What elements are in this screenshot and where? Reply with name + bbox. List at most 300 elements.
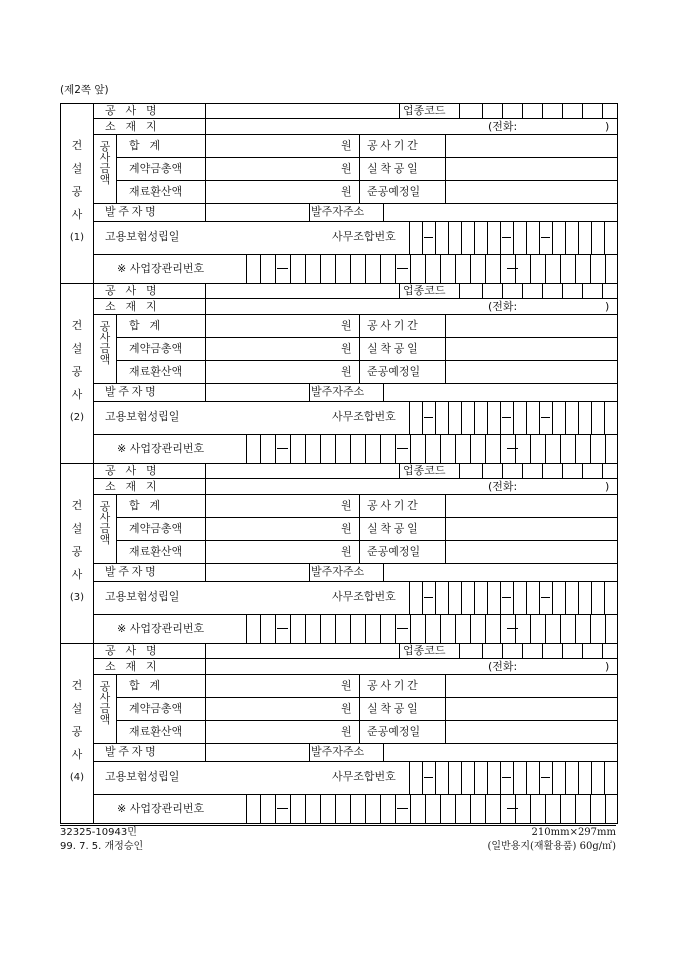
business-box-divider <box>470 794 471 824</box>
union-box-divider <box>435 581 436 614</box>
business-box-divider <box>246 794 247 824</box>
column-divider <box>205 674 206 743</box>
dash-mark <box>277 628 288 629</box>
contract-total-label: 계약금총액 <box>129 162 183 175</box>
amount-group-char: 공 <box>99 680 111 693</box>
orderer-address-label: 발주자주소 <box>311 565 365 578</box>
date-field[interactable] <box>449 523 609 535</box>
period-label: 공사기간 <box>367 319 421 332</box>
amount-field[interactable] <box>207 163 335 175</box>
orderer-address-label: 발주자주소 <box>311 385 365 398</box>
column-divider <box>116 314 117 383</box>
dash-mark <box>507 628 518 629</box>
material-amount-label: 재료환산액 <box>129 725 183 738</box>
construction-site-form <box>60 103 618 824</box>
date-field[interactable] <box>449 500 609 512</box>
industry-code-box[interactable] <box>541 645 559 657</box>
total-label: 합계 <box>129 319 171 332</box>
business-box-divider <box>335 254 336 284</box>
business-box-divider <box>500 614 501 644</box>
dash-mark <box>424 597 433 598</box>
orderer-name-field[interactable] <box>207 386 307 398</box>
column-divider <box>459 644 460 658</box>
location-label: 소재지 <box>105 480 167 493</box>
industry-code-box[interactable] <box>521 465 539 477</box>
business-box-divider <box>275 794 276 824</box>
orderer-name-field[interactable] <box>207 206 307 218</box>
business-box-divider <box>260 254 261 284</box>
dash-mark <box>541 237 550 238</box>
business-box-divider <box>605 614 606 644</box>
insurance-date-field[interactable] <box>207 591 327 603</box>
business-box-divider <box>470 614 471 644</box>
business-box-divider <box>545 794 546 824</box>
column-divider <box>459 104 460 118</box>
date-field[interactable] <box>449 366 609 378</box>
industry-code-box[interactable] <box>541 465 559 477</box>
business-box-divider <box>455 434 456 464</box>
column-divider <box>205 203 206 221</box>
code-box-divider <box>602 464 603 478</box>
industry-code-box[interactable] <box>461 465 479 477</box>
business-box-divider <box>305 434 306 464</box>
business-box-divider <box>485 254 486 284</box>
orderer-address-field[interactable] <box>385 746 613 758</box>
union-box-divider <box>409 221 410 254</box>
project-name-field[interactable] <box>207 465 397 477</box>
page-label: (제2쪽 앞) <box>60 84 109 96</box>
site-number: (1) <box>69 232 85 243</box>
union-box-divider <box>552 761 553 794</box>
union-box-divider <box>448 761 449 794</box>
industry-code-box[interactable] <box>581 285 599 297</box>
union-box-divider <box>578 581 579 614</box>
business-box-divider <box>305 254 306 284</box>
amount-group-char: 사 <box>99 691 111 704</box>
contract-total-label: 계약금총액 <box>129 522 183 535</box>
business-box-divider <box>246 614 247 644</box>
location-field[interactable] <box>207 481 477 493</box>
location-field[interactable] <box>207 121 477 133</box>
business-box-divider <box>425 254 426 284</box>
site-title <box>61 674 93 789</box>
business-box-divider <box>500 434 501 464</box>
union-box-divider <box>539 401 540 434</box>
date-field[interactable] <box>449 546 609 558</box>
site-title-char: 설 <box>71 342 83 355</box>
business-box-divider <box>605 794 606 824</box>
business-box-divider <box>395 254 396 284</box>
union-box-divider <box>578 221 579 254</box>
union-box-divider <box>474 221 475 254</box>
amount-field[interactable] <box>207 140 335 152</box>
dash-mark <box>397 628 408 629</box>
site-title <box>61 134 93 249</box>
dash-mark <box>397 448 408 449</box>
industry-code-label: 업종코드 <box>403 644 446 657</box>
date-field[interactable] <box>449 703 609 715</box>
construction-site-4 <box>61 644 617 824</box>
site-title-char: 건 <box>71 679 83 692</box>
orderer-address-label: 발주자주소 <box>311 745 365 758</box>
dash-mark <box>507 808 518 809</box>
business-box-divider <box>470 434 471 464</box>
column-divider <box>383 743 384 761</box>
amount-field[interactable] <box>207 320 335 332</box>
business-box-divider <box>320 794 321 824</box>
row-divider <box>116 360 617 361</box>
column-divider <box>359 314 360 383</box>
industry-code-box[interactable] <box>521 645 539 657</box>
union-box-divider <box>565 221 566 254</box>
industry-code-box[interactable] <box>501 285 519 297</box>
column-divider <box>383 203 384 221</box>
site-title-char: 건 <box>71 319 83 332</box>
period-label: 공사기간 <box>367 499 421 512</box>
industry-code-box[interactable] <box>481 645 499 657</box>
column-divider <box>116 494 117 563</box>
project-name-label: 공사명 <box>105 464 167 477</box>
industry-code-box[interactable] <box>461 105 479 117</box>
row-divider <box>93 674 617 675</box>
insurance-date-field[interactable] <box>207 411 327 423</box>
union-box-divider <box>526 761 527 794</box>
union-box-divider <box>604 221 605 254</box>
dash-mark <box>507 268 518 269</box>
industry-code-box[interactable] <box>581 105 599 117</box>
business-box-divider <box>260 614 261 644</box>
union-box-divider <box>552 581 553 614</box>
industry-code-box[interactable] <box>581 465 599 477</box>
union-box-divider <box>591 761 592 794</box>
date-field[interactable] <box>449 343 609 355</box>
business-box-divider <box>560 254 561 284</box>
business-box-divider <box>320 614 321 644</box>
column-divider <box>205 104 206 134</box>
business-box-divider <box>410 794 411 824</box>
completion-date-label: 준공예정일 <box>367 185 421 198</box>
site-title-char: 사 <box>71 748 83 761</box>
dash-mark <box>277 448 288 449</box>
column-divider <box>309 203 310 221</box>
business-box-divider <box>590 614 591 644</box>
column-divider <box>399 104 400 118</box>
column-divider <box>309 563 310 581</box>
business-box-divider <box>425 794 426 824</box>
business-box-divider <box>275 614 276 644</box>
amount-group-char: 공 <box>99 320 111 333</box>
union-box-divider <box>487 761 488 794</box>
amount-field[interactable] <box>207 523 335 535</box>
won-unit: 원 <box>341 162 352 175</box>
dash-mark <box>424 237 433 238</box>
union-box-divider <box>591 581 592 614</box>
business-box-divider <box>380 434 381 464</box>
union-box-divider <box>500 581 501 614</box>
business-box-divider <box>365 434 366 464</box>
union-number-label: 사무조합번호 <box>332 410 396 423</box>
business-box-divider <box>320 254 321 284</box>
union-box-divider <box>409 581 410 614</box>
amount-group-char: 사 <box>99 331 111 344</box>
industry-code-box[interactable] <box>541 105 559 117</box>
column-divider <box>359 134 360 203</box>
business-box-divider <box>365 794 366 824</box>
amount-group-char: 공 <box>99 140 111 153</box>
business-box-divider <box>590 254 591 284</box>
start-date-label: 실착공일 <box>367 342 421 355</box>
orderer-name-field[interactable] <box>207 746 307 758</box>
union-box-divider <box>422 221 423 254</box>
row-divider <box>93 794 617 795</box>
project-name-field[interactable] <box>207 105 397 117</box>
location-label: 소재지 <box>105 120 167 133</box>
completion-date-label: 준공예정일 <box>367 725 421 738</box>
orderer-address-field[interactable] <box>385 386 613 398</box>
phone-field[interactable] <box>531 301 605 313</box>
insurance-date-field[interactable] <box>207 231 327 243</box>
business-box-divider <box>470 254 471 284</box>
column-divider <box>383 563 384 581</box>
orderer-address-field[interactable] <box>385 206 613 218</box>
row-divider <box>93 314 617 315</box>
union-box-divider <box>552 221 553 254</box>
union-box-divider <box>422 761 423 794</box>
phone-close: ) <box>605 660 610 673</box>
business-box-divider <box>395 794 396 824</box>
orderer-name-label: 발주자명 <box>105 205 159 218</box>
union-box-divider <box>591 401 592 434</box>
amount-group-char: 액 <box>99 533 111 546</box>
union-box-divider <box>500 761 501 794</box>
paper-size: 210mm×297mm <box>531 827 616 838</box>
location-field[interactable] <box>207 661 477 673</box>
union-box-divider <box>435 221 436 254</box>
industry-code-box[interactable] <box>561 285 579 297</box>
date-field[interactable] <box>449 680 609 692</box>
business-box-divider <box>590 434 591 464</box>
period-label: 공사기간 <box>367 679 421 692</box>
business-box-divider <box>560 614 561 644</box>
union-box-divider <box>539 221 540 254</box>
amount-group-char: 액 <box>99 173 111 186</box>
period-label: 공사기간 <box>367 139 421 152</box>
won-unit: 원 <box>341 319 352 332</box>
location-field[interactable] <box>207 301 477 313</box>
business-box-divider <box>305 614 306 644</box>
column-divider <box>359 674 360 743</box>
union-box-divider <box>526 401 527 434</box>
site-number: (2) <box>69 412 85 423</box>
union-box-divider <box>513 761 514 794</box>
business-box-divider <box>530 614 531 644</box>
footer-right <box>440 826 616 854</box>
insurance-date-field[interactable] <box>207 771 327 783</box>
union-box-divider <box>409 401 410 434</box>
date-field[interactable] <box>449 726 609 738</box>
column-divider <box>205 494 206 563</box>
row-divider <box>116 697 617 698</box>
union-box-divider <box>487 221 488 254</box>
orderer-address-field[interactable] <box>385 566 613 578</box>
dash-mark <box>424 777 433 778</box>
business-box-divider <box>590 794 591 824</box>
amount-group-char: 금 <box>99 342 111 355</box>
row-divider <box>93 658 617 659</box>
industry-code-box[interactable] <box>561 465 579 477</box>
row-divider <box>93 118 617 119</box>
orderer-name-field[interactable] <box>207 566 307 578</box>
union-box-divider <box>474 401 475 434</box>
dash-mark <box>507 448 518 449</box>
title-column-divider <box>93 284 94 464</box>
dash-mark <box>277 808 288 809</box>
business-number-label: ※ 사업장관리번호 <box>117 802 205 815</box>
phone-field[interactable] <box>531 481 605 493</box>
won-unit: 원 <box>341 545 352 558</box>
date-field[interactable] <box>449 320 609 332</box>
site-title-char: 공 <box>71 185 83 198</box>
amount-field[interactable] <box>207 186 335 198</box>
industry-code-box[interactable] <box>501 465 519 477</box>
location-label: 소재지 <box>105 300 167 313</box>
total-label: 합계 <box>129 139 171 152</box>
industry-code-box[interactable] <box>501 645 519 657</box>
union-number-label: 사무조합번호 <box>332 770 396 783</box>
business-box-divider <box>530 254 531 284</box>
project-name-field[interactable] <box>207 285 397 297</box>
union-box-divider <box>526 581 527 614</box>
amount-field[interactable] <box>207 500 335 512</box>
column-divider <box>205 464 206 494</box>
union-number-label: 사무조합번호 <box>332 230 396 243</box>
insurance-date-label: 고용보험성립일 <box>105 590 180 603</box>
union-box-divider <box>474 761 475 794</box>
amount-group-label <box>94 501 116 545</box>
site-title-char: 사 <box>71 568 83 581</box>
union-box-divider <box>526 221 527 254</box>
dash-mark <box>502 777 511 778</box>
amount-group-char: 사 <box>99 511 111 524</box>
business-box-divider <box>410 254 411 284</box>
amount-group-char: 금 <box>99 522 111 535</box>
contract-total-label: 계약금총액 <box>129 342 183 355</box>
date-field[interactable] <box>449 140 609 152</box>
site-title <box>61 314 93 429</box>
date-field[interactable] <box>449 186 609 198</box>
union-box-divider <box>435 761 436 794</box>
industry-code-box[interactable] <box>561 645 579 657</box>
column-divider <box>309 383 310 401</box>
amount-group-char: 금 <box>99 702 111 715</box>
business-box-divider <box>365 614 366 644</box>
industry-code-box[interactable] <box>481 465 499 477</box>
start-date-label: 실착공일 <box>367 522 421 535</box>
business-box-divider <box>440 254 441 284</box>
industry-code-box[interactable] <box>561 105 579 117</box>
industry-code-box[interactable] <box>541 285 559 297</box>
date-field[interactable] <box>449 163 609 175</box>
row-divider <box>116 540 617 541</box>
row-divider <box>93 383 617 384</box>
industry-code-box[interactable] <box>481 105 499 117</box>
start-date-label: 실착공일 <box>367 162 421 175</box>
site-number: (3) <box>69 592 85 603</box>
phone-field[interactable] <box>531 121 605 133</box>
industry-code-label: 업종코드 <box>403 464 446 477</box>
title-column-divider <box>93 464 94 644</box>
site-title-char: 설 <box>71 702 83 715</box>
won-unit: 원 <box>341 702 352 715</box>
industry-code-box[interactable] <box>461 645 479 657</box>
union-box-divider <box>448 221 449 254</box>
union-box-divider <box>448 401 449 434</box>
business-box-divider <box>575 614 576 644</box>
business-box-divider <box>425 614 426 644</box>
industry-code-box[interactable] <box>481 285 499 297</box>
project-name-label: 공사명 <box>105 284 167 297</box>
column-divider <box>399 464 400 478</box>
business-box-divider <box>440 794 441 824</box>
business-box-divider <box>440 614 441 644</box>
approval-text: 99. 7. 5. 개정승인 <box>60 841 144 852</box>
union-box-divider <box>591 221 592 254</box>
column-divider <box>383 383 384 401</box>
industry-code-box[interactable] <box>521 105 539 117</box>
union-box-divider <box>487 401 488 434</box>
project-name-field[interactable] <box>207 645 397 657</box>
phone-field[interactable] <box>531 661 605 673</box>
construction-site-1 <box>61 104 617 284</box>
business-box-divider <box>335 434 336 464</box>
phone-label: (전화: <box>488 480 518 493</box>
industry-code-box[interactable] <box>581 645 599 657</box>
industry-code-box[interactable] <box>521 285 539 297</box>
union-box-divider <box>513 581 514 614</box>
union-box-divider <box>461 761 462 794</box>
column-divider <box>459 284 460 298</box>
industry-code-box[interactable] <box>501 105 519 117</box>
union-box-divider <box>513 221 514 254</box>
amount-field[interactable] <box>207 726 335 738</box>
business-number-label: ※ 사업장관리번호 <box>117 262 205 275</box>
completion-date-label: 준공예정일 <box>367 545 421 558</box>
amount-field[interactable] <box>207 703 335 715</box>
business-box-divider <box>320 434 321 464</box>
amount-group-label <box>94 321 116 365</box>
business-box-divider <box>575 794 576 824</box>
dash-mark <box>424 417 433 418</box>
column-divider <box>445 134 446 203</box>
amount-field[interactable] <box>207 343 335 355</box>
amount-field[interactable] <box>207 680 335 692</box>
contract-total-label: 계약금총액 <box>129 702 183 715</box>
won-unit: 원 <box>341 139 352 152</box>
column-divider <box>459 464 460 478</box>
amount-group-label <box>94 681 116 725</box>
code-box-divider <box>602 104 603 118</box>
business-box-divider <box>350 434 351 464</box>
won-unit: 원 <box>341 342 352 355</box>
industry-code-box[interactable] <box>461 285 479 297</box>
orderer-name-label: 발주자명 <box>105 745 159 758</box>
won-unit: 원 <box>341 679 352 692</box>
row-divider <box>93 254 617 255</box>
phone-close: ) <box>605 300 610 313</box>
amount-field[interactable] <box>207 546 335 558</box>
amount-group-char: 금 <box>99 162 111 175</box>
amount-field[interactable] <box>207 366 335 378</box>
